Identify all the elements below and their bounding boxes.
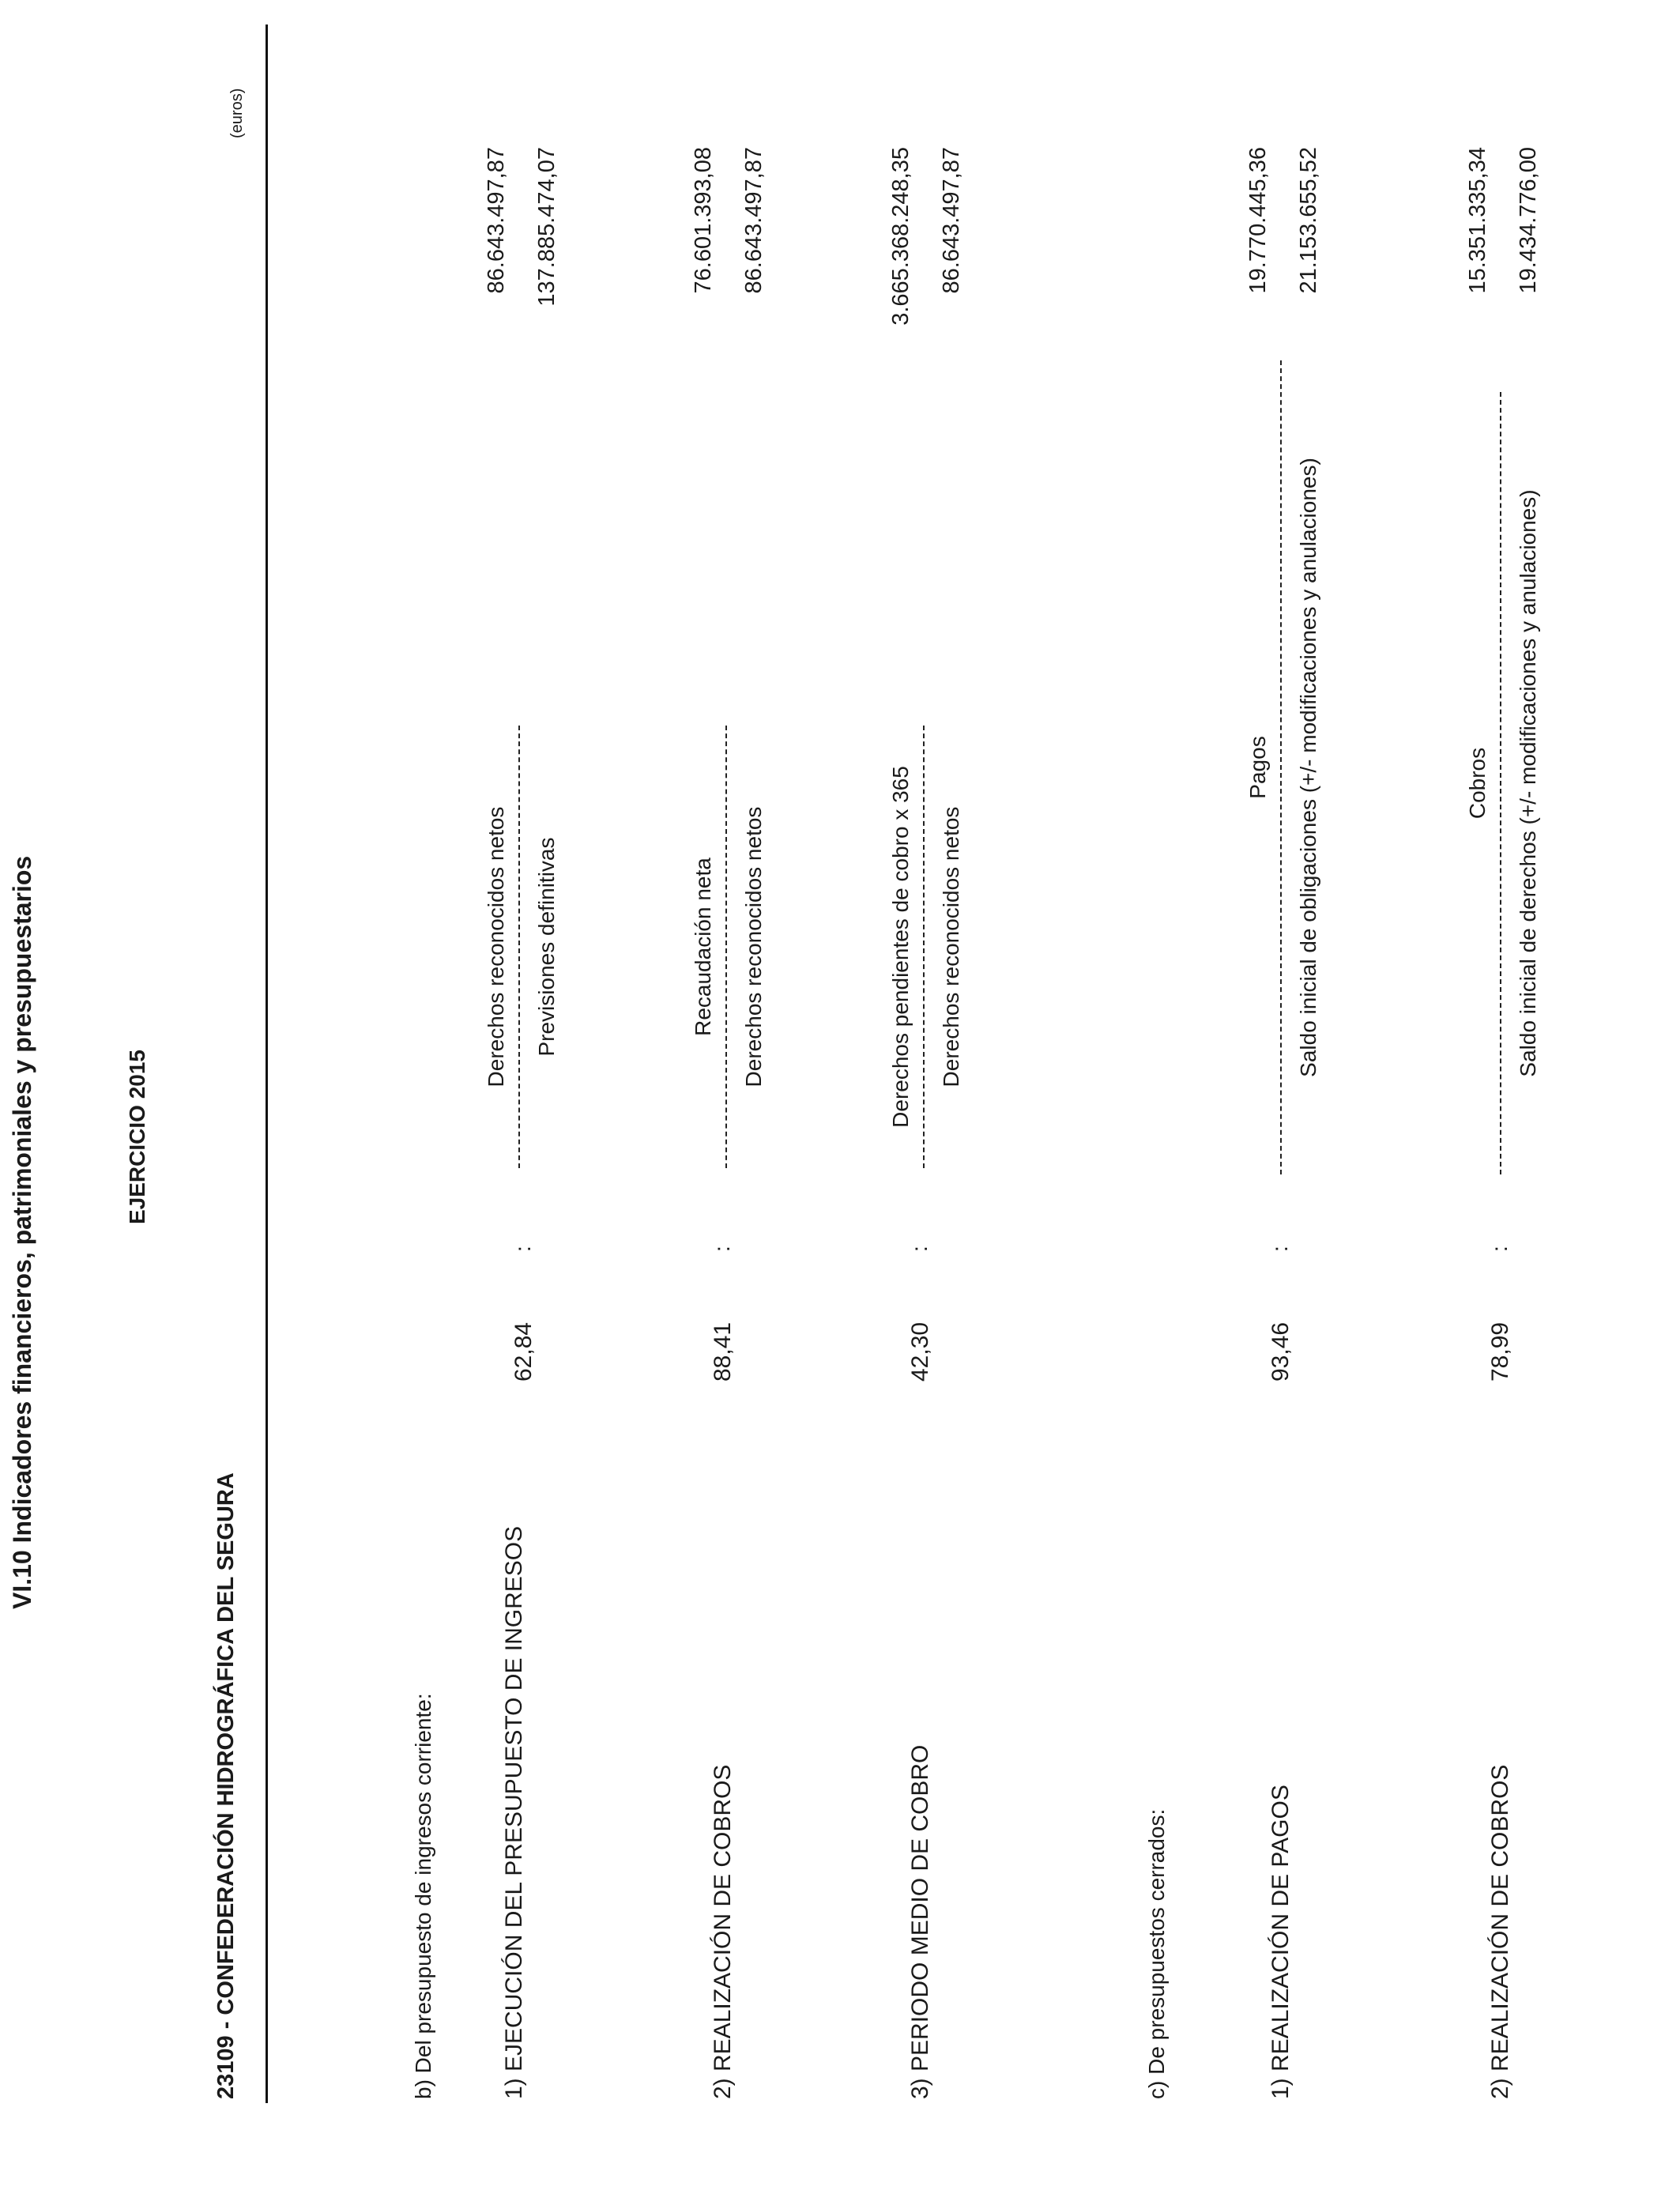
denominator-amount: 21.153.655,52 <box>1296 147 1321 294</box>
fraction-line <box>1500 392 1501 1174</box>
denominator-label: Saldo inicial de derechos (+/- modificaciones y anulaciones) <box>1516 489 1540 1077</box>
indicator-label: 1) REALIZACIÓN DE PAGOS <box>1268 1785 1294 2099</box>
indicator-colon: : <box>510 1246 535 1252</box>
indicator-colon: : <box>907 1246 932 1252</box>
header-rule <box>266 25 268 2103</box>
fraction-line <box>725 726 727 1168</box>
denominator-amount: 19.434.776,00 <box>1516 147 1541 294</box>
page-title: VI.10 Indicadores financieros, patrimoniales y presupuestarios <box>8 855 36 1609</box>
indicator-label: 3) PERIODO MEDIO DE COBRO <box>907 1744 933 2099</box>
denominator-amount: 86.643.497,87 <box>939 147 964 294</box>
indicator-value: 88,41 <box>710 1321 736 1382</box>
denominator-label: Saldo inicial de obligaciones (+/- modificaciones y anulaciones) <box>1296 458 1320 1077</box>
indicator-value: 62,84 <box>510 1321 537 1382</box>
indicator-colon: : <box>710 1246 734 1252</box>
numerator-label: Derechos pendientes de cobro x 365 <box>888 766 913 1128</box>
section-c-title: c) De presupuestos cerrados: <box>1144 1808 1169 2099</box>
units-label: (euros) <box>228 88 246 138</box>
numerator-amount: 76.601.393,08 <box>691 147 716 294</box>
fraction-line <box>923 726 925 1168</box>
numerator-amount: 3.665.368.248,35 <box>888 147 913 326</box>
denominator-label: Derechos reconocidos netos <box>741 806 766 1088</box>
fiscal-year-heading: EJERCICIO 2015 <box>125 1050 149 1224</box>
numerator-label: Recaudación neta <box>691 858 715 1036</box>
indicator-value: 93,46 <box>1268 1321 1294 1382</box>
indicator-label: 1) EJECUCIÓN DEL PRESUPUESTO DE INGRESOS <box>501 1525 527 2099</box>
denominator-amount: 86.643.497,87 <box>741 147 767 294</box>
indicator-value: 78,99 <box>1487 1321 1513 1382</box>
numerator-amount: 86.643.497,87 <box>484 147 509 294</box>
fraction-line <box>1280 360 1282 1174</box>
section-b-title: b) Del presupuesto de ingresos corriente: <box>411 1693 435 2099</box>
numerator-amount: 15.351.335,34 <box>1465 147 1490 294</box>
denominator-amount: 137.885.474,07 <box>534 147 559 307</box>
denominator-label: Previsiones definitivas <box>534 837 559 1057</box>
numerator-label: Cobros <box>1465 747 1490 820</box>
fraction-line <box>518 726 520 1168</box>
denominator-label: Derechos reconocidos netos <box>939 806 963 1088</box>
entity-heading: 23109 - CONFEDERACIÓN HIDROGRÁFICA DEL SEGURA <box>213 1472 239 2099</box>
indicator-colon: : <box>1487 1246 1512 1252</box>
numerator-amount: 19.770.445,36 <box>1245 147 1271 294</box>
numerator-label: Pagos <box>1245 736 1270 799</box>
indicator-label: 2) REALIZACIÓN DE COBROS <box>710 1764 736 2099</box>
indicator-colon: : <box>1268 1246 1292 1252</box>
numerator-label: Derechos reconocidos netos <box>484 806 508 1088</box>
indicator-label: 2) REALIZACIÓN DE COBROS <box>1487 1764 1513 2099</box>
indicator-value: 42,30 <box>907 1321 933 1382</box>
